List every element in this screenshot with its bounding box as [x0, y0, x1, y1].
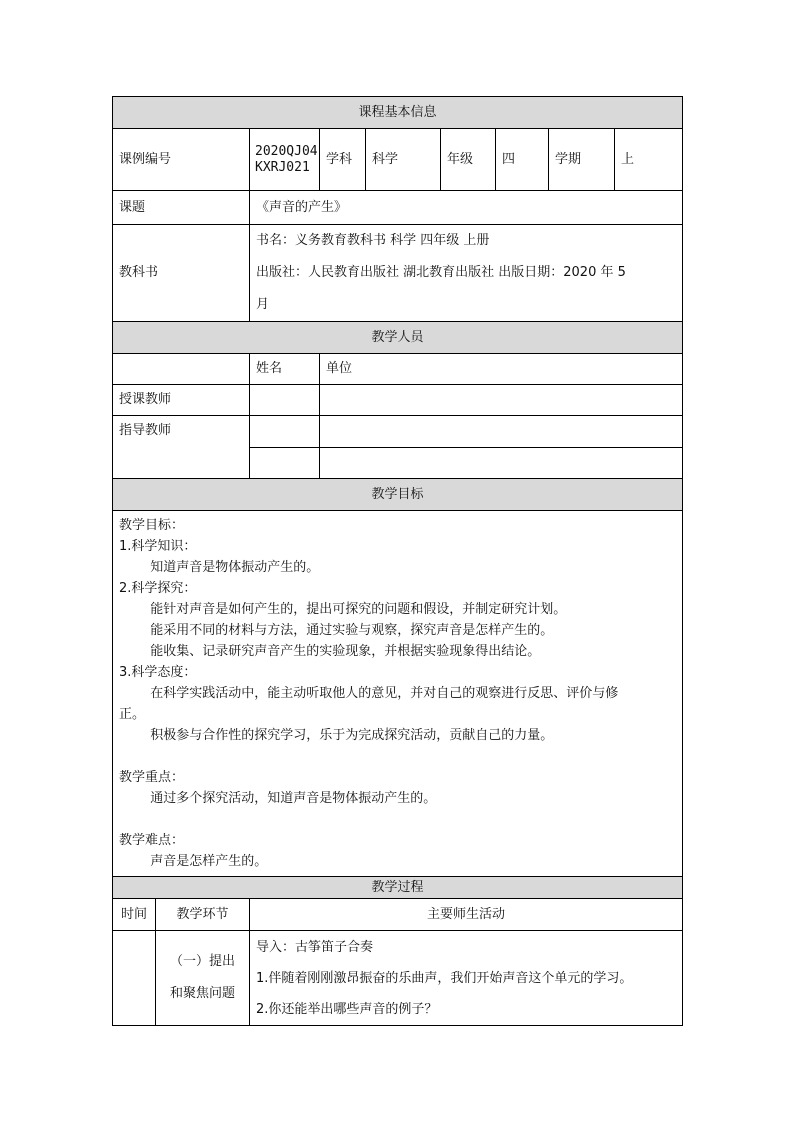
staff-header: 教学人员 — [113, 322, 683, 354]
course-code-line2: KXRJ021 — [255, 159, 310, 175]
staff-header-row — [113, 322, 683, 354]
grade-value: 四 — [496, 129, 549, 191]
goals-header: 教学目标 — [113, 479, 683, 511]
advisor-row-1 — [113, 416, 683, 448]
lesson-plan-table — [112, 96, 683, 1026]
activity-step-2: 2.你还能举出哪些声音的例子？ — [256, 1001, 438, 1017]
activity-header: 主要师生活动 — [250, 899, 683, 931]
difficulty-text: 声音是怎样产生的。 — [150, 854, 268, 869]
inquiry-item-1: 能针对声音是如何产生的，提出可探究的问题和假设，并制定研究计划。 — [150, 602, 567, 617]
staff-columns-row — [113, 354, 683, 385]
topic-row — [113, 191, 683, 225]
basic-info-header: 课程基本信息 — [113, 97, 683, 129]
staff-corner-cell — [113, 354, 250, 385]
stage1-activities — [250, 931, 683, 1026]
textbook-title: 书名：义务教育教科书 科学 四年级 上册 — [256, 233, 490, 248]
attitude-heading: 3.科学态度： — [119, 665, 197, 680]
advisor1-unit-cell — [320, 416, 683, 448]
stage1-label — [156, 931, 249, 1025]
spacer — [119, 809, 676, 830]
knowledge-item: 知道声音是物体振动产生的。 — [150, 560, 320, 575]
subject-label: 学科 — [320, 129, 366, 191]
course-code-value — [250, 129, 320, 191]
stage1-label-line2: 和聚焦问题 — [169, 986, 235, 1001]
process-header-row — [113, 877, 683, 899]
intro-text: 导入：古筝笛子合奏 — [256, 939, 374, 955]
difficulty-title: 教学难点： — [119, 833, 185, 848]
textbook-row — [113, 225, 683, 322]
subject-value: 科学 — [366, 129, 441, 191]
attitude-item-1-cont: 正。 — [119, 707, 146, 722]
term-value: 上 — [615, 129, 683, 191]
advisor2-name-cell — [250, 448, 320, 479]
activity-step-1: 1.伴随着刚刚激昂振奋的乐曲声，我们开始声音这个单元的学习。 — [256, 970, 633, 986]
attitude-item-1: 在科学实践活动中，能主动听取他人的意见，并对自己的观察进行反思、评价与修 — [150, 686, 619, 701]
focus-text: 通过多个探究活动，知道声音是物体振动产生的。 — [150, 791, 437, 806]
time-header: 时间 — [113, 899, 156, 930]
attitude-item-2: 积极参与合作性的探究学习，乐于为完成探究活动，贡献自己的力量。 — [150, 728, 554, 743]
goals-title: 教学目标： — [119, 518, 185, 533]
grade-label: 年级 — [441, 129, 496, 191]
focus-title: 教学重点： — [119, 770, 185, 785]
textbook-info — [250, 225, 683, 322]
knowledge-heading: 1.科学知识： — [119, 539, 197, 554]
unit-header: 单位 — [320, 354, 683, 385]
name-header: 姓名 — [250, 354, 320, 385]
spacer — [119, 746, 676, 767]
term-label: 学期 — [549, 129, 615, 191]
process-header: 教学过程 — [113, 877, 683, 899]
stage1-label-line1: （一）提出 — [169, 954, 235, 969]
course-code-row — [113, 129, 683, 191]
teacher-label: 授课教师 — [113, 385, 250, 416]
stage1-cells — [113, 931, 250, 1026]
topic-value: 《声音的产生》 — [250, 191, 683, 225]
inquiry-item-2: 能采用不同的材料与方法，通过实验与观察，探究声音是怎样产生的。 — [150, 623, 554, 638]
inquiry-item-3: 能收集、记录研究声音产生的实验现象，并根据实验现象得出结论。 — [150, 644, 541, 659]
process-columns-row — [113, 899, 683, 931]
teacher-row — [113, 385, 683, 416]
goals-row — [113, 511, 683, 877]
textbook-publisher: 出版社：人民教育出版社 湖北教育出版社 出版日期：2020 年 5 — [256, 265, 626, 280]
advisor2-unit-cell — [320, 448, 683, 479]
advisor-label: 指导教师 — [113, 416, 250, 479]
goals-header-row — [113, 479, 683, 511]
stage1-time-cell — [113, 931, 156, 1025]
teacher-name-cell — [250, 385, 320, 416]
time-stage-headers — [113, 899, 250, 931]
textbook-label: 教科书 — [113, 225, 250, 322]
topic-label: 课题 — [113, 191, 250, 225]
goals-content — [113, 511, 683, 877]
basic-info-header-row — [113, 97, 683, 129]
course-code-line1: 2020QJ04 — [255, 143, 318, 159]
inquiry-heading: 2.科学探究： — [119, 581, 197, 596]
advisor1-name-cell — [250, 416, 320, 448]
textbook-publisher-cont: 月 — [256, 297, 270, 312]
teacher-unit-cell — [320, 385, 683, 416]
stage-header: 教学环节 — [176, 906, 229, 922]
course-code-label: 课例编号 — [113, 129, 250, 191]
stage1-row — [113, 931, 683, 1026]
